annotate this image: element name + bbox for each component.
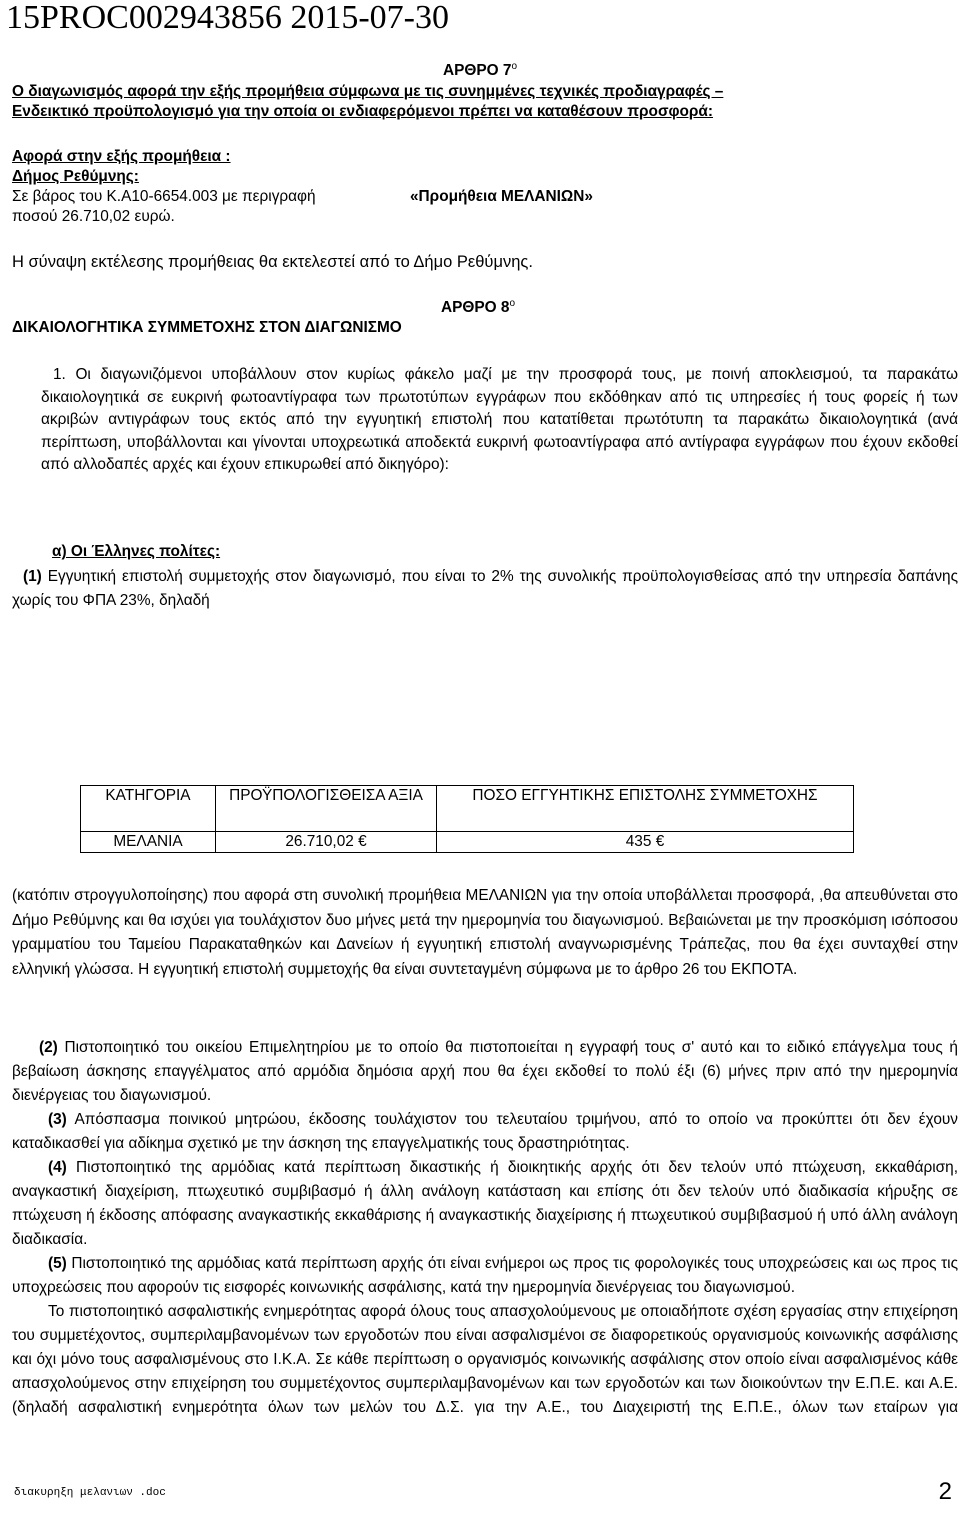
item1-paragraph — [12, 565, 958, 613]
item5-number: (5) — [48, 1255, 67, 1272]
item3-paragraph — [12, 1108, 958, 1156]
budget-line: Σε βάρος του Κ.Α10-6654.003 με περιγραφή — [12, 188, 316, 205]
protocol-stamp: 15PROC002943856 2015-07-30 — [6, 0, 449, 36]
header-guarantee: ΠΟΣΟ ΕΓΓΥΗΤΙΚΗΣ ΕΠΙΣΤΟΛΗΣ ΣΥΜΜΕΤΟΧΗΣ — [437, 786, 854, 832]
item5-text: Πιστοποιητικό της αρμόδιας κατά περίπτωση αρχής ότι είναι ενήμεροι ως προς τις φορολογικές τους υποχρεώσεις και ως προς τις υποχρεώσεις που αφορούν τις εισφορές κοινωνικής ασφάλισης, κατά την ημερομηνία διενέργειας του διαγωνισμού. — [12, 1255, 958, 1296]
article8-para1 — [41, 364, 958, 477]
header-budget: ΠΡΟΫΠΟΛΟΓΙΣΘΕΙΣΑ ΑΞΙΑ — [216, 786, 437, 832]
article7-intro-line2: Ενδεικτικό προϋπολογισμό για την οποία οι ενδιαφερόμενοι πρέπει να καταθέσουν προσφορά: — [12, 103, 714, 120]
item2-paragraph — [12, 1036, 958, 1108]
header-category: ΚΑΤΗΓΟΡΙΑ — [81, 786, 216, 832]
page-number: 2 — [938, 1478, 952, 1505]
after-table-paragraph — [12, 884, 958, 982]
article8-heading: ΑΡΘΡΟ $8^o$ — [441, 297, 515, 316]
item4-text: Πιστοποιητικό της αρμόδιας κατά περίπτωση δικαστικής ή διοικητικής αρχής ότι δεν τελούν υπό πτώχευση, εκκαθάριση, αναγκαστική διαχείριση, πτωχευτικό συμβιβασμό ή άλλη ανάλογη κατάσταση και επίσης ότι δεν τελούν υπό διαδικασία κήρυξης σε πτώχευση ή έκδοσης απόφασης αναγκαστικής εκκαθάρισης ή αναγκαστικής διαχείρισης ή πτωχευτικού συμβιβασμού ή υπό άλλη ανάλογη διαδικασία. — [12, 1159, 958, 1248]
article8-sup: ο — [509, 297, 515, 309]
item1-text: Εγγυητική επιστολή συμμετοχής στον διαγωνισμό, που είναι το 2% της συνολικής προϋπολογισθείσας από την υπηρεσία δαπάνης χωρίς του ΦΠΑ 23%, δηλαδή — [12, 568, 958, 609]
article7-heading: ΑΡΘΡΟ $7^o$ — [443, 60, 517, 79]
cell-budget: 26.710,02 € — [216, 832, 437, 853]
item2-text: Πιστοποιητικό του οικείου Επιμελητηρίου με το οποίο θα πιστοποιείται η εγγραφή τους σ' αυτό και το ειδικό επάγγελμα τους ή βεβαίωση άσκησης επαγγέλματος από αρμόδια δημόσια αρχή που θα έχει εκδοθεί το πολύ έξι (6) μήνες πριν από την ημερομηνία διενέργειας του διαγωνισμού. — [12, 1039, 958, 1104]
para1-text: 1. Οι διαγωνιζόμενοι υποβάλλουν στον κυρίως φάκελο μαζί με την προσφορά τους, με ποινή αποκλεισμού, τα παρακάτω δικαιολογητικά σε ευκρινή φωτοαντίγραφα των πρωτοτύπων εγγράφων που εκδόθηκαν από τις υπηρεσίες ή τους φορείς ή των ακριβών αντιγράφων τους εκτός από την εγγυητική επιστολή που κατατίθεται πρωτότυπη τα παρακάτω δικαιολογητικά (ανά περίπτωση, υποβάλλονται και γίνονται υποχρεωτικά αποδεκτά ευκρινή φωτοαντίγραφα από αντίγραφα εγγράφων που έχουν εκδοθεί από αλλοδαπές αρχές και έχουν επικυρωθεί από δικηγόρο): — [41, 366, 958, 473]
cell-category: ΜΕΛΑΝΙΑ — [81, 832, 216, 853]
item1-number: (1) — [23, 568, 42, 585]
item4-paragraph — [12, 1156, 958, 1252]
municipality-label: Δήμος Ρεθύμνης: — [12, 168, 139, 185]
guarantee-table — [80, 785, 854, 853]
execution-line: Η σύναψη εκτέλεσης προμήθειας θα εκτελεστεί από το Δήμο Ρεθύμνης. — [12, 253, 533, 271]
item3-number: (3) — [48, 1111, 67, 1128]
budget-description: «Προμήθεια ΜΕΛΑΝΙΩΝ» — [410, 188, 593, 205]
greek-citizens-heading: α) Οι Έλληνες πολίτες: — [52, 543, 221, 560]
article8-title: ΔΙΚΑΙΟΛΟΓΗΤΙΚΑ ΣΥΜΜΕΤΟΧΗΣ ΣΤΟΝ ΔΙΑΓΩΝΙΣΜΟ — [12, 319, 402, 336]
amount-line: ποσού 26.710,02 ευρώ. — [12, 208, 175, 225]
article7-intro-line1: Ο διαγωνισμός αφορά την εξής προμήθεια σύμφωνα με τις συνημμένες τεχνικές προδιαγραφές – — [12, 83, 724, 100]
footer-filename: διακυρηξη μελανιων .doc — [14, 1487, 166, 1499]
subject-label: Αφορά στην εξής προμήθεια : — [12, 148, 231, 165]
table-header-row — [81, 786, 854, 832]
item3-text: Απόσπασμα ποινικού μητρώου, έκδοσης τουλάχιστον του τελευταίου τριμήνου, από το οποίο να προκύπτει ότι δεν έχουν καταδικασθεί για αδίκημα σχετικό με την άσκηση της επαγγελματικής τους δραστηριότητας. — [12, 1111, 958, 1152]
item5-paragraph — [12, 1252, 958, 1300]
item2-number: (2) — [39, 1039, 58, 1056]
after-table-text: (κατόπιν στρογγυλοποίησης) που αφορά στη συνολική προμήθεια ΜΕΛΑΝΙΩΝ για την οποία υποβάλλεται προσφορά, ,θα απευθύνεται στο Δήμο Ρεθύμνης και θα ισχύει για τουλάχιστον δυο μήνες μετά την ημερομηνία του διαγωνισμού. Βεβαιώνεται με την προσκόμιση ισόποσου γραμματίου του Ταμείου Παρακαταθηκών και Δανείων ή εγγυητική επιστολή αναγνωρισμένης Τράπεζας, που θα έχει συνταχθεί στην ελληνική γλώσσα. Η εγγυητική επιστολή συμμετοχής θα είναι συντεταγμένη σύμφωνα με το άρθρο 26 του ΕΚΠΟΤΑ. — [12, 887, 958, 978]
item4-number: (4) — [48, 1159, 67, 1176]
insurance-paragraph: Το πιστοποιητικό ασφαλιστικής ενημερότητας αφορά όλους τους απασχολούμενους με οποιαδήποτε σχέση εργασίας στην επιχείρηση του συμμετέχοντος, συμπεριλαμβανομένων των εργοδοτών που είναι ασφαλισμένοι σε διαφορετικούς οργανισμούς κοινωνικής ασφάλισης και όχι μόνο τους ασφαλισμένους στο Ι.Κ.Α. Σε κάθε περίπτωση ο οργανισμός κοινωνικής ασφάλισης στον οποίο είναι ασφαλισμένος κάθε απασχολούμενος στην επιχείρηση του συμμετέχοντος συμπεριλαμβανομένων και των εργοδοτών και των διοικούντων την Ε.Π.Ε. και Α.Ε. (δηλαδή ασφαλιστική ενημερότητα όλων των μελών του Δ.Σ. για την Α.Ε., του Διαχειριστή της Ε.Π.Ε., όλων των εταίρων για — [12, 1303, 958, 1416]
article7-sup: ο — [511, 60, 517, 72]
table-row — [81, 832, 854, 853]
cell-guarantee: 435 € — [437, 832, 854, 853]
items-block — [12, 1036, 958, 1420]
